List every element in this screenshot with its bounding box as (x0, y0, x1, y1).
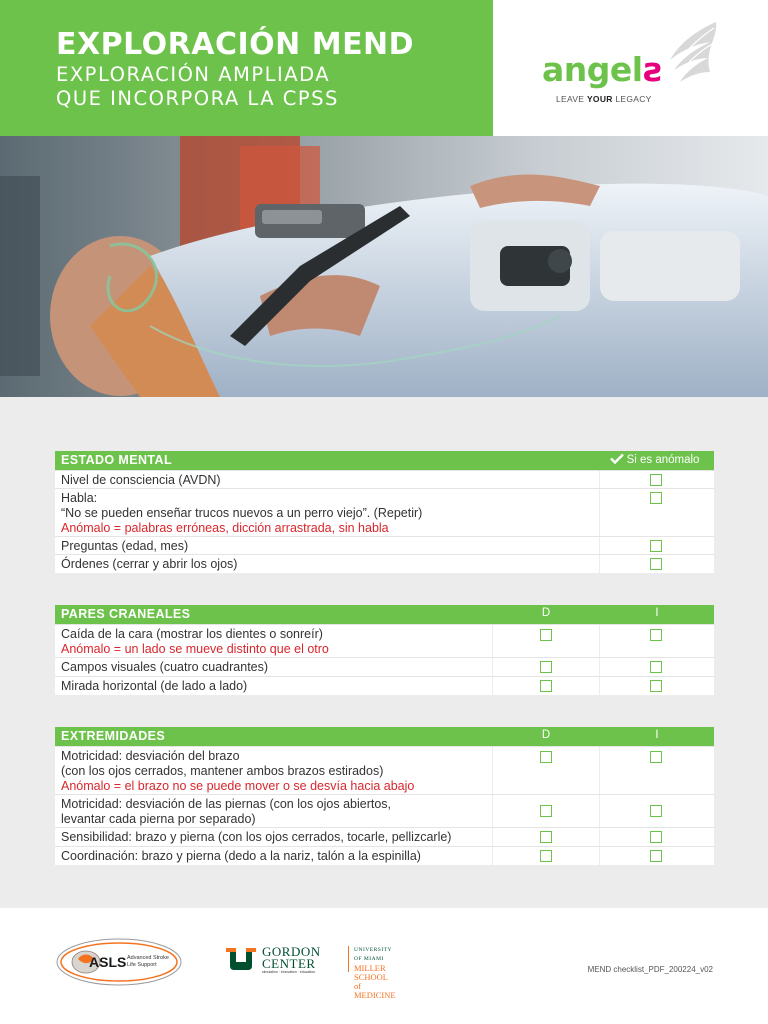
gordon-center-name: GORDON CENTER (262, 944, 321, 971)
left-side-checkbox[interactable] (650, 751, 662, 763)
university-u-icon (226, 948, 256, 970)
right-column-header: D (541, 729, 551, 741)
extremities-header (55, 727, 714, 746)
right-side-checkbox[interactable] (540, 629, 552, 641)
logo-tagline: LEAVE YOUR LEGACY (556, 94, 652, 104)
left-side-checkbox[interactable] (650, 680, 662, 692)
abnormal-checkbox[interactable] (650, 492, 662, 504)
right-side-checkbox[interactable] (540, 805, 552, 817)
page-subtitle-line2: QUE INCORPORA LA CPSS (56, 87, 339, 110)
page-footer: ASLS Advanced Stroke Life Support GORDON CENTER simulation · innovation · education UNIVERSITY OF MIAMI MILLER SCHOOL of MEDICINE MEND checklist_PDF_200224_v02 (0, 908, 768, 1024)
table-row: Coordinación: brazo y pierna (dedo a la nariz, talón a la espinilla) (55, 846, 714, 865)
right-side-checkbox[interactable] (540, 831, 552, 843)
table-row: Preguntas (edad, mes) (55, 536, 714, 554)
asls-logo: ASLS Advanced Stroke Life Support (56, 937, 182, 987)
patient-stretcher-photo (0, 136, 768, 397)
title-banner (0, 0, 493, 136)
section-title: ESTADO MENTAL (61, 453, 172, 467)
document-id: MEND checklist_PDF_200224_v02 (587, 965, 713, 974)
table-row: Habla: “No se pueden enseñar trucos nuevos a un perro viejo”. (Repetir) Anómalo = palabras erróneas, dicción arrastrada, sin habla (55, 488, 714, 536)
asls-acronym: ASLS (89, 954, 127, 970)
table-row: Motricidad: desviación de las piernas (con los ojos abiertos, levantar cada pierna por separado) (55, 794, 714, 827)
abnormal-column-header: Si es anómalo (595, 453, 714, 466)
section-title: EXTREMIDADES (61, 729, 166, 743)
angels-logo (540, 20, 730, 110)
right-side-checkbox[interactable] (540, 680, 552, 692)
table-row: Nivel de consciencia (AVDN) (55, 470, 714, 488)
table-row: Motricidad: desviación del brazo (con los ojos cerrados, mantener ambos brazos estirados) Anómalo = el brazo no se puede mover o se desvía hacia abajo (55, 746, 714, 794)
miller-school-name: UNIVERSITY OF MIAMI MILLER SCHOOL of MEDICINE (354, 947, 396, 1000)
left-side-checkbox[interactable] (650, 831, 662, 843)
right-column-header: D (541, 607, 551, 619)
checklist-area (0, 397, 768, 908)
table-row: Sensibilidad: brazo y pierna (con los ojos cerrados, tocarle, pellizcarle) (55, 827, 714, 846)
wing-icon (658, 20, 720, 90)
right-side-checkbox[interactable] (540, 661, 552, 673)
page-header (0, 0, 768, 136)
left-side-checkbox[interactable] (650, 629, 662, 641)
mental-status-table (55, 451, 714, 573)
logo-wordmark: angels (542, 50, 662, 89)
checkmark-icon (610, 453, 624, 464)
abnormal-checkbox[interactable] (650, 474, 662, 486)
table-row: Campos visuales (cuatro cuadrantes) (55, 657, 714, 676)
left-side-checkbox[interactable] (650, 850, 662, 862)
left-side-checkbox[interactable] (650, 661, 662, 673)
left-column-header: I (655, 607, 659, 619)
table-row: Mirada horizontal (de lado a lado) (55, 676, 714, 695)
page-title: EXPLORACIÓN MEND (56, 27, 415, 62)
left-side-checkbox[interactable] (650, 805, 662, 817)
section-title: PARES CRANEALES (61, 607, 191, 621)
mental-status-header (55, 451, 714, 470)
cranial-nerves-table (55, 605, 714, 695)
extremities-table (55, 727, 714, 865)
photo-illustration (0, 136, 768, 397)
abnormal-checkbox[interactable] (650, 540, 662, 552)
table-row: Órdenes (cerrar y abrir los ojos) (55, 554, 714, 573)
abnormal-checkbox[interactable] (650, 558, 662, 570)
left-column-header: I (655, 729, 659, 741)
cranial-nerves-header (55, 605, 714, 624)
table-row: Caída de la cara (mostrar los dientes o sonreír) Anómalo = un lado se mueve distinto que el otro (55, 624, 714, 657)
page-subtitle-line1: EXPLORACIÓN AMPLIADA (56, 63, 331, 86)
right-side-checkbox[interactable] (540, 751, 552, 763)
right-side-checkbox[interactable] (540, 850, 552, 862)
